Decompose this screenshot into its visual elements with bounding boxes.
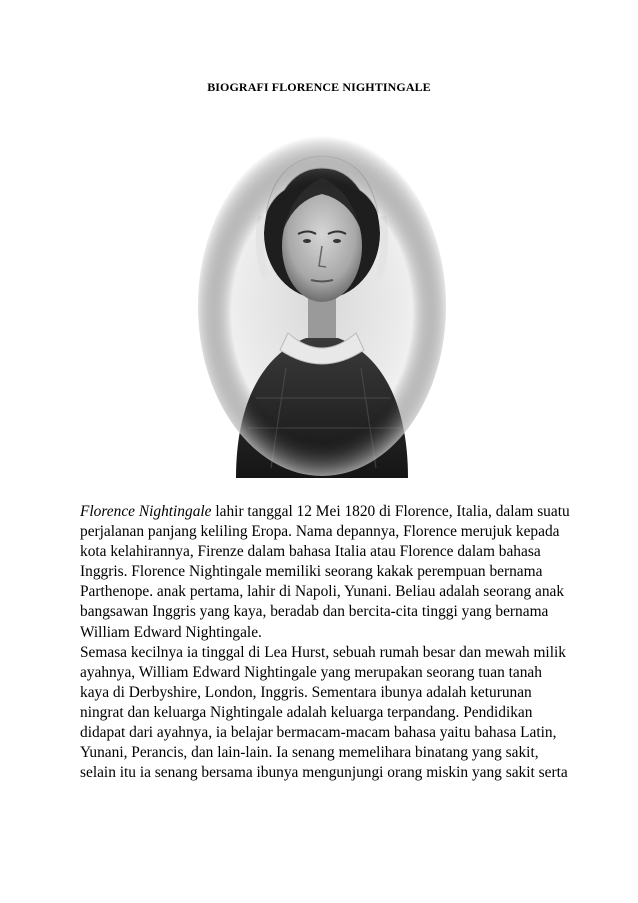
name-italic: Florence Nightingale: [80, 503, 212, 520]
paragraph-2: Semasa kecilnya ia tinggal di Lea Hurst, sebuah rumah besar dan mewah milik ayahnya, William Edward Nightingale yang merupakan seorang tuan tanah kaya di Derbyshire, London, Inggris. Sementara ibunya adalah keturunan ningrat dan keluarga Nightingale adalah keluarga terpandang. Pendidikan didapat dari ayahnya, ia belajar bermacam-macam bahasa yaitu bahasa Latin, Yunani, Perancis, dan lain-lain. Ia senang memelihara binatang yang sakit, selain itu ia senang bersama ibunya mengunjungi orang miskin yang sakit serta: [80, 643, 568, 782]
biography-text: [80, 502, 570, 783]
portrait-image: [196, 128, 448, 478]
paragraph-1: [80, 502, 570, 643]
document-title: BIOGRAFI FLORENCE NIGHTINGALE: [207, 80, 431, 94]
paragraph-1-text: lahir tanggal 12 Mei 1820 di Florence, Italia, dalam suatu perjalanan panjang keliling Eropa. Nama depannya, Florence merujuk kepada kota kelahirannya, Firenze dalam bahasa Italia atau Florence dalam bahasa Inggris. Florence Nightingale memiliki seorang kakak perempuan bernama Parthenope. anak pertama, lahir di Napoli, Yunani. Beliau adalah seorang anak bangsawan Inggris yang kaya, beradab dan bercita-cita tinggi yang bernama William Edward Nightingale.: [80, 503, 570, 641]
